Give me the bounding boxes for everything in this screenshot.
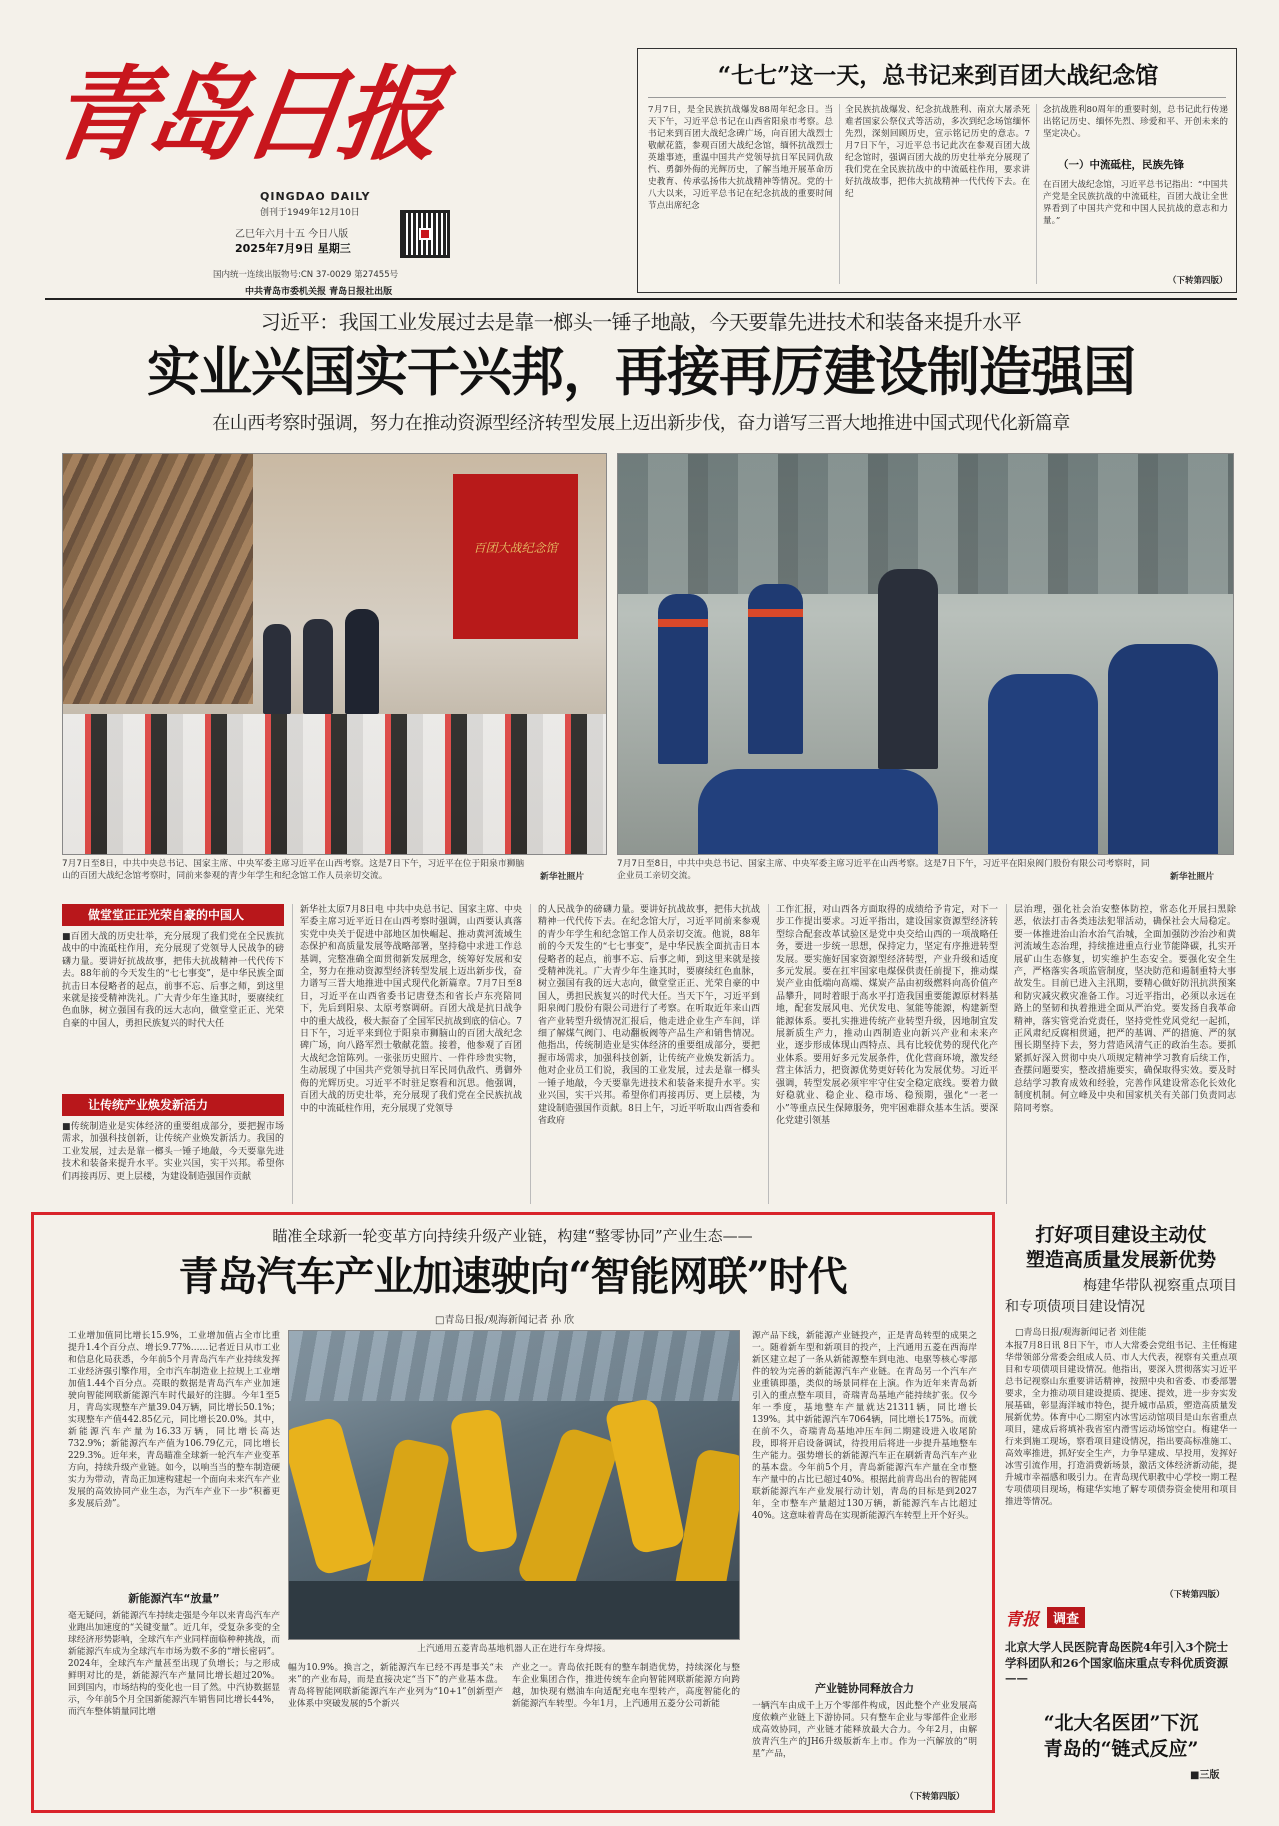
masthead-lunar: 乙巳年六月十五 今日八版 — [235, 229, 349, 240]
lead-deck: 在山西考察时强调，努力在推动资源型经济转型发展上迈出新步伐，奋力谱写三晋大地推进中国式现代化新篇章 — [212, 413, 1070, 434]
survey-tag-brand: 青报 — [1005, 1610, 1039, 1630]
auto-story-next[interactable]: （下转第四版） — [905, 1792, 965, 1802]
auto-col-4b: 一辆汽车由成千上万个零部件构成，因此整个产业发展高度依赖产业链上下游协同。只有整车企业与零部件企业形成高效协同，产业链才能释放最大合力。今年2月，由解放青汽生产的JH6升级版新车上市。作为一汽解放的“明星”产品， — [752, 1701, 977, 1759]
robot-photo-caption: 上汽通用五菱青岛基地机器人正在进行车身焊接。 — [417, 1644, 611, 1654]
people-group — [263, 604, 383, 724]
top-story-col3: 念抗战胜利80周年的重要时刻，总书记此行传递出铭记历史、缅怀先烈、珍爱和平、开创未来的坚定决心。 — [1043, 105, 1228, 139]
quote-heading-1: 做堂堂正正光荣自豪的中国人 — [62, 904, 284, 926]
auto-col-2b: 幅为10.9%。换言之，新能源汽车已经不再是事关“未来”的产业布局，而是直接决定“当下”的产业基本盘。青岛将智能网联新能源汽车产业列为“10+1”创新型产业体系中突破发展的5个新兴 — [288, 1663, 503, 1709]
qr-code — [400, 210, 450, 258]
workers-group — [658, 564, 1228, 855]
photo-valve-factory — [617, 453, 1234, 855]
quote-heading-2: 让传统产业焕发新活力 — [62, 1094, 284, 1116]
right-story-sub-2: 和专项债项目建设情况 — [1005, 1299, 1145, 1315]
top-story-col2: 全民族抗战爆发、纪念抗战胜利、南京大屠杀死难者国家公祭仪式等活动，多次到纪念场馆缅怀先烈，深刻回顾历史，宣示铭记历史的意志。7月7日下午，习近平总书记此次在参观百团大战纪念馆时，强调百团大战的历史壮举充分展现了我们党在全民族抗战中的中流砥柱作用，要求讲好抗战故事，把伟大抗战精神一代代传下去。在纪 — [845, 105, 1030, 199]
masthead-cn: 国内统一连续出版物号:CN 37-0029 第27455号 — [213, 270, 399, 280]
lead-body-col-2: 的人民战争的磅礴力量。要讲好抗战故事，把伟大抗战精神一代代传下去。在纪念馆大厅，习近平同前来参观的青少年学生和纪念馆工作人员亲切交流。他说，88年前的今天发生的“七七事变”，是中华民族全面抗击日本侵略者的起点，前事不忘、后事之师，到这里来就是接受精神洗礼。广大青少年生逢其时，要赓续红色血脉，树立强国有我的远大志向，做堂堂正正、光荣自豪的中国人，勇担民族复兴的时代大任。当天下午，习近平到阳泉阀门股份有限公司进行了考察。在听取近年来山西省产业转型升级情况汇报后，他走进企业生产车间，详细了解煤气阀门、电动翻板阀等产品生产和销售情况。他指出，传统制造业是实体经济的重要组成部分，要把握市场需求，加强科技创新，让传统产业焕发新活力。他对企业员工们说，我国的工业发展，过去是靠一榔头一锤子地敲，今天要靠先进技术和装备来提升水平。实业兴国，实干兴邦。希望你们再接再厉、更上层楼，为建设制造强国作贡献。8日上午，习近平听取山西省委和省政府 — [538, 905, 760, 1126]
auto-col-1b: 毫无疑问，新能源汽车持续走强是今年以来青岛汽车产业跑出加速度的“关键变量”。近几年，受复杂多变的全球经济形势影响，全球汽车产业同样面临种种挑战，而新能源汽车成为全球汽车市场为数不多的“增长密码”。2024年，全球汽车产量甚至出现了负增长；与之形成鲜明对比的是，新能源汽车产量同比增长超过20%。回到国内，市场结构的变化也一目了然。中汽协数据显示，今年前5个月全国新能源汽车销售同比增长44%，而汽车整体销量同比增 — [68, 1611, 280, 1717]
quote-sidebar — [62, 904, 284, 1204]
survey-tag — [1005, 1605, 1125, 1631]
students-crowd — [63, 714, 607, 855]
right-story-sub-1: 梅建华带队视察重点项目 — [1083, 1278, 1237, 1294]
top-story-box — [637, 48, 1237, 293]
robot-arms — [289, 1391, 740, 1640]
banner-text: 百团大战纪念馆 — [473, 541, 558, 555]
relief-wall — [63, 454, 253, 704]
masthead-publisher: 中共青岛市委机关报 青岛日报社出版 — [245, 287, 393, 297]
auto-col-1: 工业增加值同比增长15.9%，工业增加值占全市比重提升1.4个百分点、增长9.77%……记者近日从市工业和信息化局获悉，今年前5个月青岛汽车产业持续发挥工业经济强引擎作用，全市汽车制造业上拉规上工业增加值1.44个百分点。亮眼的数据是青岛汽车产业加速驶向智能网联新能源汽车时代最好的注脚。今年1至5月，青岛实现整车产量39.04万辆，同比增长50.1%；实现整车产值442.85亿元，同比增长20.0%。其中，新能源汽车产量为16.33万辆，同比增长高达732.9%；新能源汽车产值为106.79亿元，同比增长229.3%。近年来，青岛瞄准全球新一轮汽车产业变革方向，持续升级产业链。如今，以响当当的整车制造硬实力为带动，青岛正加速构建起一个面向未来汽车产业发展的高效协同产业生态，为汽车产业下一步“积蓄更多发展后劲”。 — [68, 1331, 280, 1509]
masthead-date: 2025年7月9日 星期三 — [235, 242, 351, 255]
lead-headline[interactable]: 实业兴国实干兴邦，再接再厉建设制造强国 — [147, 341, 1135, 403]
auto-sub-1: 新能源汽车“放量” — [128, 1592, 220, 1605]
right-story-title-2[interactable]: 塑造高质量发展新优势 — [1025, 1249, 1216, 1271]
lead-body-col-4: 层治理，强化社会治安整体防控，常态化开展扫黑除恶，依法打击各类违法犯罪活动，确保社会大局稳定。要一体推进治山治水治气治城，全面加强防沙治沙和黄河流域生态治理，持续推进重点行业节能降碳，扎实开展矿山生态修复，切实维护生态安全。要强化安全生产，严格落实各项监管制度，坚决防范和遏制重特大事故发生。目前已进入主汛期，要精心做好防汛抗洪预案和防灾减灾救灾准备工作。习近平指出，必须以永远在路上的坚韧和执着推进全面从严治党。要发扬自我革命精神，落实管党治党责任，坚持党性党风党纪一起抓，正风肃纪反腐相贯通，把严的基调、严的措施、严的氛围长期坚持下去，努力营造风清气正的政治生态。要抓紧抓好深入贯彻中央八项规定精神学习教育后续工作，查摆问题要实，整改措施要实，确保取得实效。要及时总结学习教育成效和经验，完善作风建设常态化长效化制度机制。何立峰及中央和国家机关有关部门负责同志陪同考察。 — [1014, 905, 1236, 1114]
auto-col-4: 源产品下线，新能源产业链投产，正是青岛转型的成果之一。随着新车型和新项目的投产，上汽通用五菱在西海岸新区建立起了一条从新能源整车到电池、电驱等核心零部件的较为完善的新能源汽车产业链。在青岛另一个汽车产业重镇即墨，类似的场景同样在上演。作为近年来青岛新引入的重点整车项目，奇瑞青岛基地产能持续扩张。仅今年一季度，基地整车产量就达21311辆，同比增长139%。其中新能源汽车7064辆，同比增长175%。而就在前不久，奇瑞青岛基地冲压车间二期建设进入收尾阶段，即将开启设备调试，待投用后将进一步提升基地整车生产能力。强势增长的新能源汽车正在刷新青岛汽车产业的基本盘。今年前5个月，青岛新能源汽车产量在全市整车产量中的占比已超过40%。根据此前青岛出台的智能网联新能源汽车产业发展行动计划，青岛的目标是到2027年，全市整车产量超过130万辆，新能源汽车占比超过40%。这意味着青岛在实现新能源汽车转型上开个好头。 — [752, 1331, 977, 1521]
masthead-founded: 创刊于1949年12月10日 — [260, 208, 360, 218]
photo-robot-welding — [288, 1330, 740, 1640]
auto-col-3b: 产业之一。青岛依托既有的整车制造优势，持续深化与整车企业集团合作，推进传统车企向智能网联新能源方向跨越，加快现有燃油车向适配充电车型转产，高度智能化的新能源汽车转型。今年1月，上汽通用五菱分公司新能 — [512, 1663, 740, 1709]
red-banner — [453, 474, 578, 639]
survey-title-1[interactable]: “北大名医团”下沉 — [1043, 1712, 1199, 1734]
masthead-logo: 青岛日报 — [42, 55, 444, 175]
survey-tag-label: 调查 — [1047, 1607, 1085, 1628]
photo-left-credit: 新华社照片 — [540, 872, 584, 882]
lead-body-col-1: 新华社太原7月8日电 中共中央总书记、国家主席、中央军委主席习近平近日在山西考察时强调，山西要认真落实党中央关于促进中部地区加快崛起、推动黄河流域生态保护和高质量发展等战略部署，坚持稳中求进工作总基调，完整准确全面贯彻新发展理念，统筹好发展和安全，努力在推动资源型经济转型发展上迈出新步伐，奋力谱写三晋大地推进中国式现代化新篇章。7月7日至8日，习近平在山西省委书记唐登杰和省长卢东亮陪同下，先后到阳泉、太原考察调研。百团大战是抗日战争中的重大战役，极大振奋了全国军民抗战到底的信心。7日下午，习近平来到位于阳泉市狮脑山的百团大战纪念碑广场，向八路军烈士敬献花篮。接着，他参观了百团大战纪念馆陈列。一张张历史照片、一件件珍贵实物，生动展现了中国共产党领导抗日军民同仇敌忾、勇御外侮的光辉历史。习近平不时驻足察看和沉思。他强调，百团大战的历史壮举，充分展现了我们党在全民族抗战中的中流砥柱作用，充分展现了党领导 — [300, 905, 522, 1114]
masthead-english: QINGDAO DAILY — [260, 190, 371, 203]
right-story-next[interactable]: （下转第四版） — [1165, 1590, 1225, 1600]
auto-story-byline: □青岛日报/观海新闻记者 孙 欣 — [435, 1315, 575, 1326]
lead-body-col-3: 工作汇报，对山西各方面取得的成绩给予肯定，对下一步工作提出要求。习近平指出，建设国家资源型经济转型综合配套改革试验区是党中央交给山西的一项战略任务，要进一步统一思想，保持定力，坚定有序推进转型发展。要实施好国家资源型经济转型，产业升级和适度多元发展。要在扛牢国家电煤保供责任前提下，推动煤炭产业由低端向高端、煤炭产品由初级燃料向高价值产品攀升，同时着眼于高水平打造我国重要能源原材料基地，配套发展风电、光伏发电、氢能等能源，构建新型能源体系。要扎实推进传统产业转型升级，因地制宜发展新质生产力，推动山西制造业向新兴产业和未来产业，逐步形成体现山西特点、具有比较优势的现代化产业体系。要用好多元发展条件，优化营商环境，激发经营主体活力，把资源优势更好转化为发展优势。习近平强调，转型发展必须牢牢守住安全稳定底线。要着力做好稳就业、稳企业、稳市场、稳预期，强化“一老一小”等重点民生保障服务，兜牢困难群众基本生活。要深化党建引领基 — [776, 905, 998, 1126]
top-story-col3b: 在百团大战纪念馆，习近平总书记指出：“中国共产党是全民族抗战的中流砥柱，百团大战让全世界看到了中国共产党和中国人民抗战的意志和力量。” — [1043, 180, 1228, 226]
top-story-next[interactable]: （下转第四版） — [1168, 276, 1228, 286]
quote-text-1: ■百团大战的历史壮举，充分展现了我们党在全民族抗战中的中流砥柱作用，充分展现了党领导人民战争的磅礴力量。要讲好抗战故事，把伟大抗战精神一代代传下去。88年前的今天发生的“七七事变”，是中华民族全面抗击日本侵略者的起点，前事不忘、后事之师，到这里来就是接受精神洗礼。广大青少年生逢其时，要赓续红色血脉，树立强国有我的远大志向，做堂堂正正、光荣自豪的中国人，勇担民族复兴的时代大任 — [62, 932, 284, 1029]
masthead — [42, 30, 455, 297]
photo-left-caption: 7月7日至8日，中共中央总书记、国家主席、中央军委主席习近平在山西考察。这是7日下午，习近平在位于阳泉市狮脑山的百团大战纪念馆考察时，同前来参观的青少年学生和纪念馆工作人员亲切交流。 — [62, 859, 525, 881]
auto-story-title[interactable]: 青岛汽车产业加速驶向“智能网联”时代 — [178, 1253, 847, 1300]
top-story-subhead: （一）中流砥柱，民族先锋 — [1058, 159, 1184, 171]
survey-title-2[interactable]: 青岛的“链式反应” — [1043, 1738, 1199, 1760]
top-story-title[interactable]: “七七”这一天，总书记来到百团大战纪念馆 — [717, 62, 1159, 89]
photo-right-caption: 7月7日至8日，中共中央总书记、国家主席、中央军委主席习近平在山西考察。这是7日下午，习近平在阳泉阀门股份有限公司考察时，同企业员工亲切交流。 — [617, 859, 1150, 881]
auto-sub-2: 产业链协同释放合力 — [815, 1682, 914, 1695]
lead-kicker: 习近平：我国工业发展过去是靠一榔头一锤子地敲，今天要靠先进技术和装备来提升水平 — [260, 310, 1022, 334]
quote-text-2: ■传统制造业是实体经济的重要组成部分，要把握市场需求，加强科技创新，让传统产业焕发新活力。我国的工业发展，过去是靠一榔头一锤子地敲，今天要靠先进技术和装备来提升水平。实业兴国，实干兴邦。希望你们再接再厉、更上层楼，为建设制造强国作贡献 — [62, 1122, 284, 1182]
photo-right-credit: 新华社照片 — [1170, 872, 1214, 882]
right-story-body: 本报7月8日讯 8日下午，市人大常委会党组书记、主任梅建华带领部分常委会组成人员、市人大代表，视察有关重点项目和专项债项目建设情况。他指出，要深入贯彻落实习近平总书记视察山东重要讲话精神，按照中央和省委、市委部署要求，全力推动项目建设提质、提速、提效，进一步夯实发展基础，彰显海洋城市特色，提升城市品质，塑造高质量发展新优势。体育中心二期室内冰雪运动馆项目是山东省重点项目，建成后将填补我省室内滑雪运动场馆空白。梅建华一行来到施工现场，察看项目建设情况，指出要高标准施工、高效率推进，抓好安全生产，力争早建成、早投用，发挥好冰雪引流作用，打造消费新场景，激活文体经济新动能，提升城市幸福感和吸引力。在青岛现代职教中心学校一期工程专项债项目现场，梅建华实地了解专项债券资金使用和项目推进等情况。 — [1005, 1341, 1237, 1507]
right-story-title-1[interactable]: 打好项目建设主动仗 — [1035, 1224, 1207, 1246]
masthead-rule — [45, 298, 1237, 300]
top-story-col1: 7月7日，是全民族抗战爆发88周年纪念日。当天下午，习近平总书记在山西省阳泉市考察。总书记来到百团大战纪念碑广场，向百团大战烈士敬献花篮，参观百团大战纪念馆，缅怀抗战烈士英雄事迹，重温中国共产党领导抗日军民同仇敌忾、勇御外侮的光辉历史，了解当地开展革命历史教育、传承弘扬伟大抗战精神等情况。党的十八大以来，习近平总书记在纪念抗战的重要时间节点出席纪念 — [648, 105, 833, 211]
auto-story-kicker: 瞄准全球新一轮变革方向持续升级产业链，构建“整零协同”产业生态—— — [272, 1227, 753, 1245]
right-story-byline: □青岛日报/观海新闻记者 刘佳能 — [1015, 1328, 1147, 1338]
survey-page-ref[interactable]: ■三版 — [1190, 1770, 1220, 1781]
survey-teaser: 北京大学人民医院青岛医院4年引入3个院士学科团队和26个国家临床重点专科优质资源—— — [1005, 1640, 1229, 1685]
photo-memorial-hall — [62, 453, 607, 855]
